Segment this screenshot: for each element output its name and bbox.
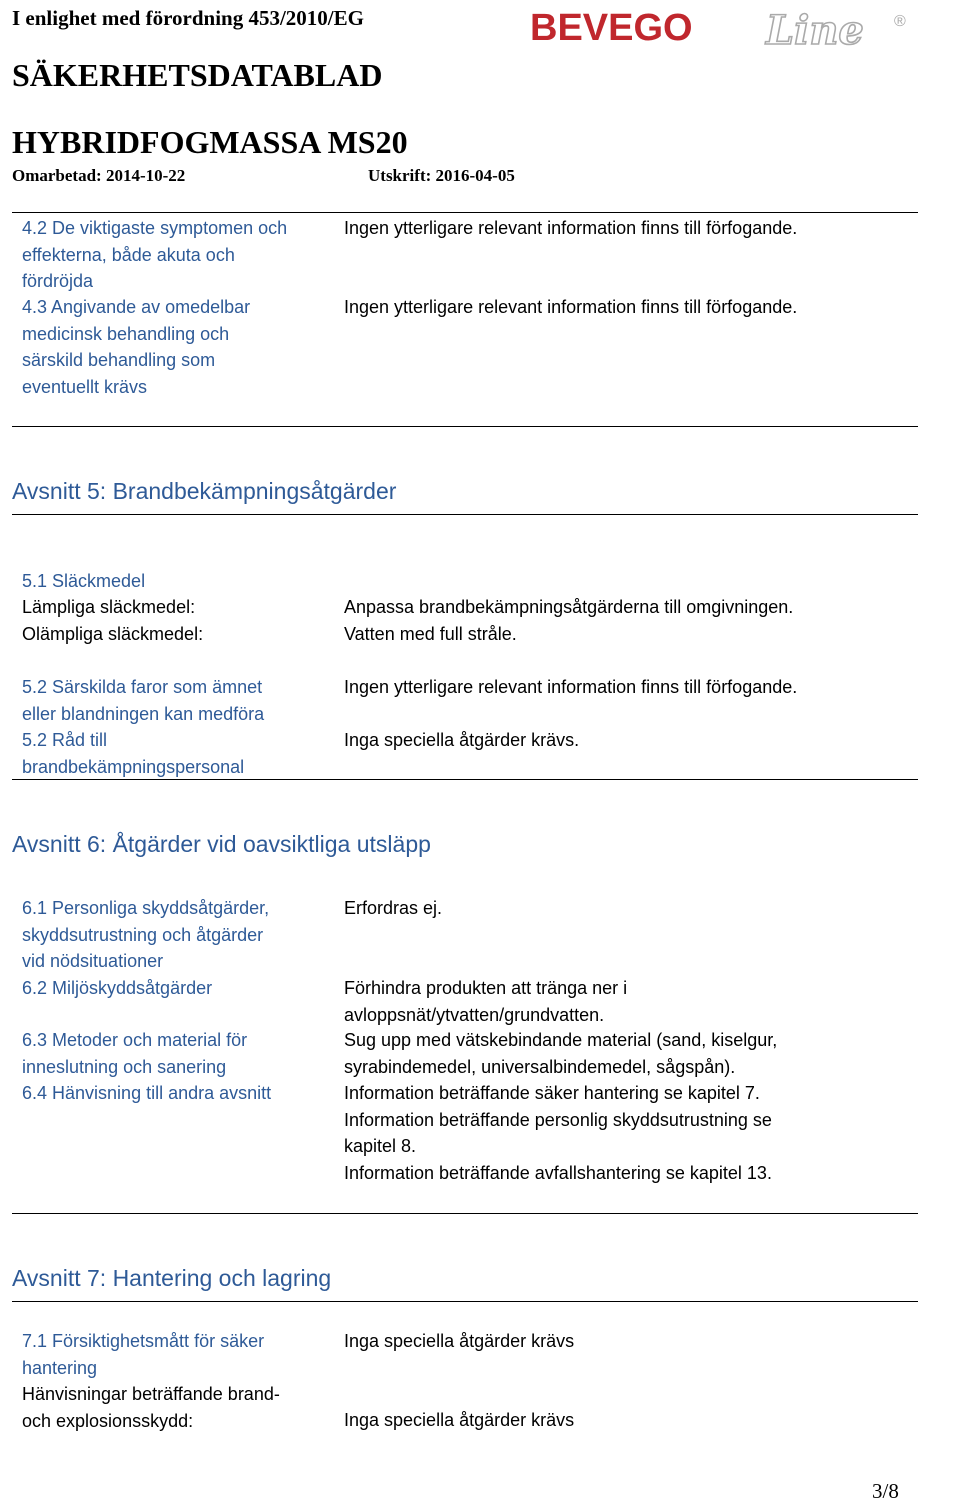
- page-number: 3/8: [872, 1479, 899, 1503]
- unsuitable-extinguisher-value: Vatten med full stråle.: [344, 624, 517, 644]
- s62-value: Förhindra produkten att tränga ner i avloppsnät/ytvatten/grundvatten.: [344, 978, 628, 1025]
- s42-value: Ingen ytterligare relevant information finns till förfogande.: [344, 218, 798, 238]
- product-name: HYBRIDFOGMASSA MS20: [12, 124, 408, 160]
- fire-explosion-label: Hänvisningar beträffande brand- och explosionsskydd:: [22, 1384, 280, 1431]
- s43-label: 4.3 Angivande av omedelbar medicinsk behandling och särskild behandling som eventuellt krävs: [22, 297, 251, 397]
- s52-value: Ingen ytterligare relevant information finns till förfogande.: [344, 677, 798, 697]
- s53-label: 5.2 Råd till brandbekämpningspersonal: [22, 730, 245, 777]
- unsuitable-extinguisher-label: Olämpliga släckmedel:: [22, 624, 204, 644]
- section-rule: [12, 514, 918, 515]
- section-5-heading: Avsnitt 5: Brandbekämpningsåtgärder: [12, 478, 397, 504]
- section-rule: [12, 1213, 918, 1214]
- header-rule: [12, 212, 918, 213]
- bevego-line-logo: [530, 2, 920, 52]
- section-rule: [12, 779, 918, 780]
- s51-label: 5.1 Släckmedel: [22, 571, 146, 591]
- fire-explosion-value: Inga speciella åtgärder krävs: [344, 1410, 575, 1430]
- section-6-heading: Avsnitt 6: Åtgärder vid oavsiktliga utsläpp: [12, 831, 431, 857]
- s52-label: 5.2 Särskilda faror som ämnet eller blandningen kan medföra: [22, 677, 265, 724]
- s71-value: Inga speciella åtgärder krävs: [344, 1331, 575, 1351]
- document-title: SÄKERHETSDATABLAD: [12, 57, 383, 93]
- logo-script-text: Line: [766, 7, 864, 52]
- s53-value: Inga speciella åtgärder krävs.: [344, 730, 580, 750]
- suitable-extinguisher-value: Anpassa brandbekämpningsåtgärderna till omgivningen.: [344, 597, 794, 617]
- s62-label: 6.2 Miljöskyddsåtgärder: [22, 978, 213, 998]
- s63-value: Sug upp med vätskebindande material (sand, kiselgur, syrabindemedel, universalbindemedel, sågspån).: [344, 1030, 778, 1077]
- logo-main-text: BEVEGO: [530, 7, 693, 49]
- revised-date: Omarbetad: 2014-10-22: [12, 166, 186, 185]
- s64-value: Information beträffande säker hantering se kapitel 7. Information beträffande personlig skyddsutrustning se kapitel 8. Information beträffande avfallshantering se kapitel 13.: [344, 1083, 772, 1183]
- s61-label: 6.1 Personliga skyddsåtgärder, skyddsutrustning och åtgärder vid nödsituationer: [22, 898, 270, 971]
- suitable-extinguisher-label: Lämpliga släckmedel:: [22, 597, 196, 617]
- section-7-heading: Avsnitt 7: Hantering och lagring: [12, 1265, 332, 1291]
- logo-registered-mark: ®: [894, 13, 906, 30]
- s42-label: 4.2 De viktigaste symptomen och effekterna, både akuta och fördröjda: [22, 218, 288, 291]
- s64-label: 6.4 Hänvisning till andra avsnitt: [22, 1083, 272, 1103]
- s71-label: 7.1 Försiktighetsmått för säker hantering: [22, 1331, 265, 1378]
- section-rule: [12, 1301, 918, 1302]
- s43-value: Ingen ytterligare relevant information finns till förfogande.: [344, 297, 798, 317]
- section-rule: [12, 426, 918, 427]
- regulation-text: I enlighet med förordning 453/2010/EG: [12, 6, 364, 30]
- s61-value: Erfordras ej.: [344, 898, 443, 918]
- s63-label: 6.3 Metoder och material för inneslutning och sanering: [22, 1030, 248, 1077]
- print-date: Utskrift: 2016-04-05: [368, 166, 515, 185]
